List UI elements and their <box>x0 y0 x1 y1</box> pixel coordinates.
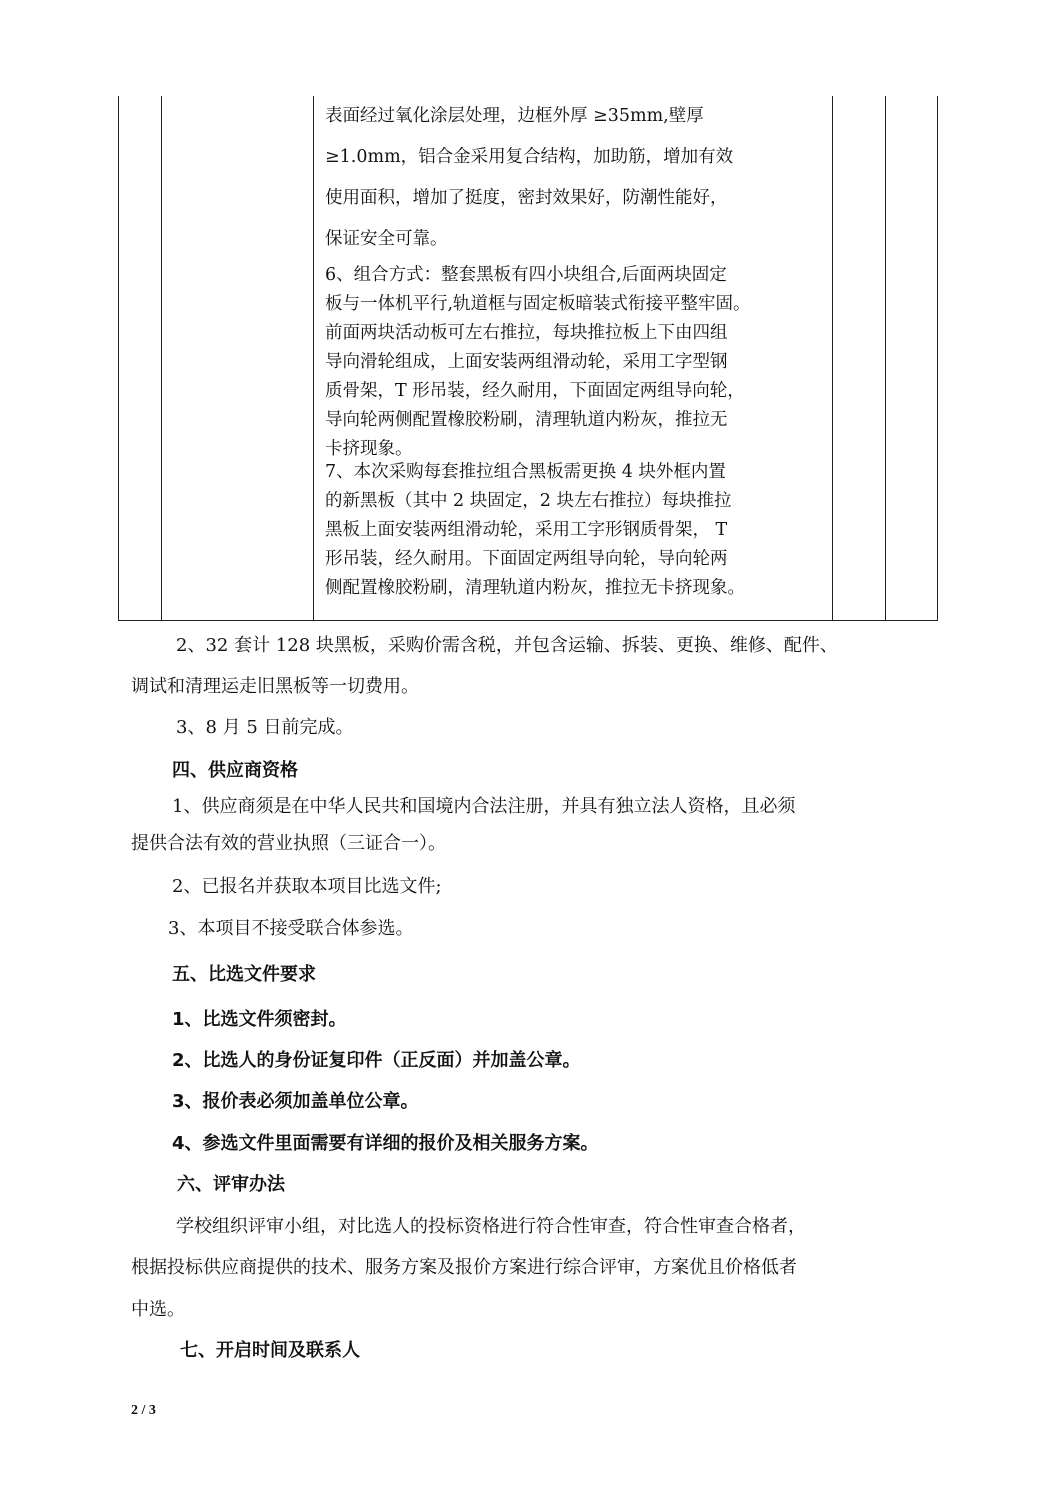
spec-line: 导向轮两侧配置橡胶粉刷，清理轨道内粉灰，推拉无 <box>325 410 728 430</box>
table-divider <box>161 96 162 620</box>
s6-line-1: 学校组织评审小组，对比选人的投标资格进行符合性审查，符合性审查合格者， <box>176 1216 806 1237</box>
s5-item-4: 4、参选文件里面需要有详细的报价及相关服务方案。 <box>172 1133 599 1154</box>
s5-item-2: 2、比选人的身份证复印件（正反面）并加盖公章。 <box>172 1050 581 1071</box>
spec-line: ≥1.0mm，铝合金采用复合结构，加助筋，增加有效 <box>325 147 734 167</box>
spec-line: 卡挤现象。 <box>325 439 413 459</box>
s4-item-1-line-1: 1、供应商须是在中华人民共和国境内合法注册，并具有独立法人资格，且必须 <box>172 796 796 817</box>
spec-line: 7、本次采购每套推拉组合黑板需更换 4 块外框内置 <box>325 462 726 482</box>
spec-line: 形吊装，经久耐用。下面固定两组导向轮，导向轮两 <box>325 549 728 569</box>
page-number: 2 / 3 <box>131 1403 156 1418</box>
item-3: 3、8 月 5 日前完成。 <box>176 717 354 738</box>
table-divider <box>885 96 886 620</box>
spec-line: 前面两块活动板可左右推拉，每块推拉板上下由四组 <box>325 323 728 343</box>
spec-line: 质骨架，T 形吊装，经久耐用，下面固定两组导向轮， <box>325 381 745 401</box>
spec-block-a <box>325 96 733 260</box>
s5-item-3: 3、报价表必须加盖单位公章。 <box>172 1091 419 1112</box>
spec-line: 保证安全可靠。 <box>325 229 448 249</box>
s4-item-1-line-2: 提供合法有效的营业执照（三证合一）。 <box>131 833 446 854</box>
spec-line: 使用面积，增加了挺度，密封效果好，防潮性能好， <box>325 188 728 208</box>
section-5-title: 五、比选文件要求 <box>172 964 316 985</box>
spec-block-b <box>325 261 751 464</box>
spec-line: 黑板上面安装两组滑动轮，采用工字形钢质骨架， T <box>325 520 728 540</box>
spec-line: 侧配置橡胶粉刷，清理轨道内粉灰，推拉无卡挤现象。 <box>325 578 745 598</box>
section-6-title: 六、评审办法 <box>177 1174 285 1195</box>
table-divider <box>313 96 314 620</box>
section-7-title: 七、开启时间及联系人 <box>180 1340 360 1361</box>
section-4-title: 四、供应商资格 <box>172 760 298 781</box>
item-2-line-2: 调试和清理运走旧黑板等一切费用。 <box>131 676 419 697</box>
spec-block-c <box>325 458 745 603</box>
s4-item-3: 3、本项目不接受联合体参选。 <box>168 918 414 939</box>
spec-line: 导向滑轮组成，上面安装两组滑动轮，采用工字型钢 <box>325 352 728 372</box>
s4-item-2: 2、已报名并获取本项目比选文件; <box>172 876 442 897</box>
s6-line-2: 根据投标供应商提供的技术、服务方案及报价方案进行综合评审，方案优且价格低者 <box>131 1257 797 1278</box>
spec-line: 表面经过氧化涂层处理，边框外厚 ≥35mm,壁厚 <box>325 106 704 126</box>
item-2-line-1: 2、32 套计 128 块黑板，采购价需含税，并包含运输、拆装、更换、维修、配件、 <box>176 635 838 656</box>
s6-line-3: 中选。 <box>131 1299 185 1320</box>
s5-item-1: 1、比选文件须密封。 <box>172 1009 347 1030</box>
spec-table <box>118 96 938 621</box>
spec-line: 板与一体机平行,轨道框与固定板暗装式衔接平整牢固。 <box>325 294 751 314</box>
spec-line: 的新黑板（其中 2 块固定，2 块左右推拉）每块推拉 <box>325 491 732 511</box>
spec-line: 6、组合方式：整套黑板有四小块组合,后面两块固定 <box>325 265 727 285</box>
table-divider <box>832 96 833 620</box>
